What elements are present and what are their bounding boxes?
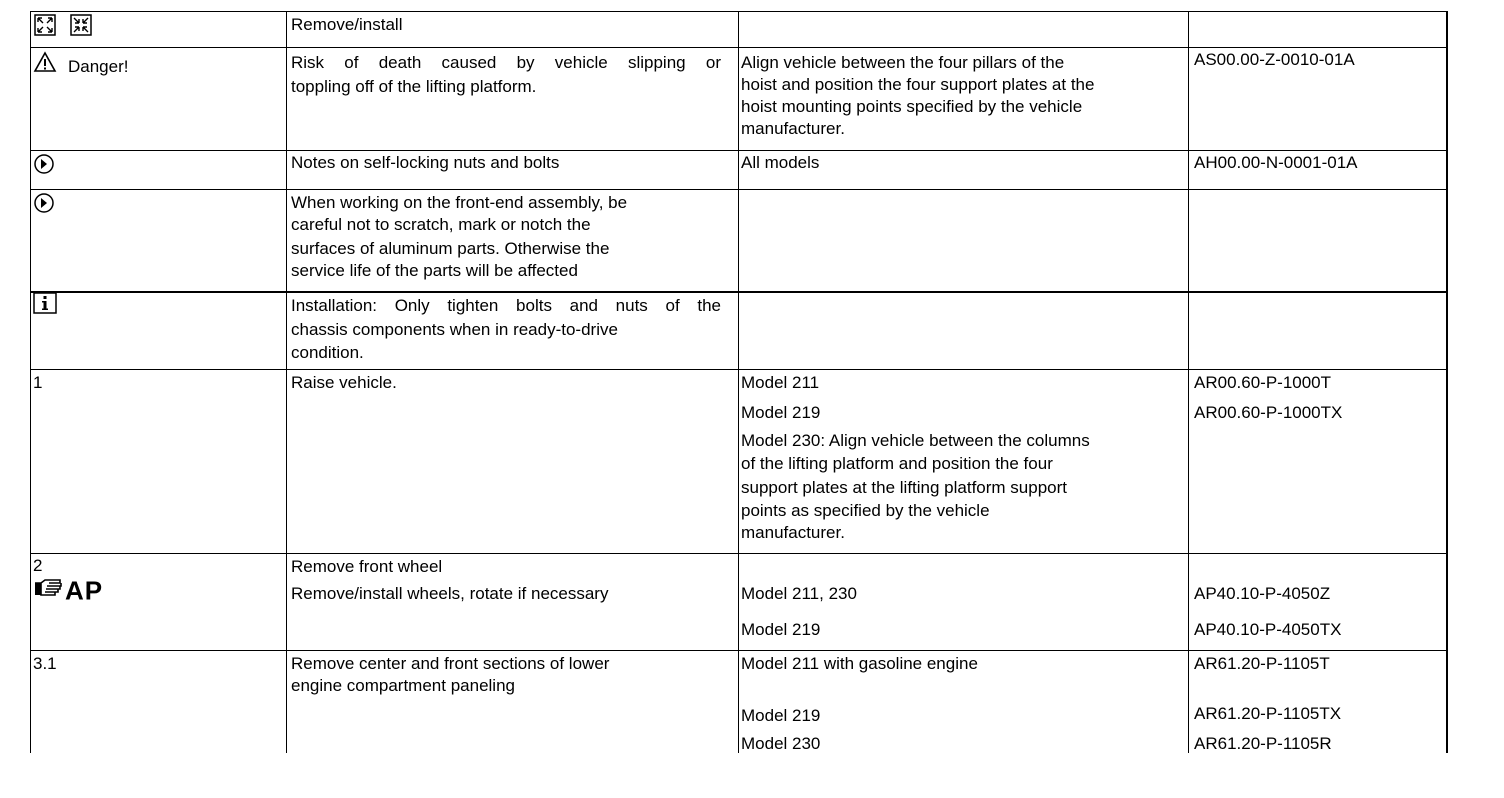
warning-triangle-icon [33,51,57,79]
danger-label: Danger! [68,57,129,76]
desc-line: Remove center and front sections of lower [291,654,610,673]
row-description: Raise vehicle. [291,373,397,392]
detail-line: Model 230 [741,734,821,753]
detail-line: of the lifting platform and position the four [741,454,1053,473]
detail-line: Model 219 [741,620,821,639]
row-description: Remove front wheel [291,557,443,576]
table-row [30,650,1448,753]
detail-line: hoist mounting points specified by the vehicle [741,97,1083,116]
detail-line: Model 211, 230 [741,584,857,603]
detail-line: Model 219 [741,403,821,422]
table-row [30,47,1448,150]
detail-line: hoist and position the four support plates at the [741,75,1095,94]
reference-link[interactable]: AS00.00-Z-0010-01A [1194,50,1355,69]
reference-link[interactable]: AR00.60-P-1000T [1194,373,1332,392]
desc-line: chassis components when in ready-to-drive [291,320,618,339]
table-row [30,369,1448,553]
desc-line: careful not to scratch, mark or notch the [291,215,591,234]
reference-link[interactable]: AR61.20-P-1105TX [1194,704,1342,723]
desc-line: condition. [291,343,364,362]
reference-link[interactable]: AP40.10-P-4050Z [1194,584,1331,603]
detail-line: Model 230: Align vehicle between the columns [741,431,1090,450]
detail-line: points as specified by the vehicle [741,501,990,520]
reference-link[interactable]: AR00.60-P-1000TX [1194,403,1343,422]
desc-part: Risk of death [291,53,422,72]
note-arrow-icon [33,153,55,181]
table-row [30,150,1448,189]
page-title: Remove/install [291,15,403,34]
collapse-icon[interactable] [70,14,92,42]
detail-line: All models [741,153,820,172]
row-description: Remove/install wheels, rotate if necessary [291,584,609,603]
expand-icon[interactable] [34,14,56,42]
desc-part: Installation: [291,296,377,315]
row-description: Notes on self-locking nuts and bolts [291,153,560,172]
step-number: 1 [33,373,43,392]
step-number: 3.1 [33,654,57,673]
ap-label: AP [65,575,104,606]
row-description: toppling off of the lifting platform. [291,77,537,96]
detail-line: Model 211 [741,373,820,392]
table-row [30,292,1448,369]
reference-link[interactable]: AR61.20-P-1105T [1194,654,1330,673]
desc-part: Only tighten bolts and nuts of the [394,296,721,315]
ap-work-unit [33,577,103,605]
detail-line: manufacturer. [741,119,845,138]
reference-link[interactable]: AP40.10-P-4050TX [1194,620,1342,639]
desc-line: service life of the parts will be affected [291,261,578,280]
step-number: 2 [33,556,43,575]
info-icon [33,292,57,320]
reference-link[interactable]: AH00.00-N-0001-01A [1194,153,1358,172]
desc-line: When working on the front-end assembly, be [291,193,628,212]
desc-line: engine compartment paneling [291,676,515,695]
desc-line: surfaces of aluminum parts. Otherwise the [291,239,610,258]
header-row [30,11,1448,47]
detail-line: Model 211 with gasoline engine [741,654,978,673]
note-arrow-icon [33,192,55,220]
detail-line: Model 219 [741,706,821,725]
reference-link[interactable]: AR61.20-P-1105R [1194,734,1332,753]
desc-part: caused by vehicle slipping or [441,53,721,72]
row-description [291,294,721,317]
detail-line: manufacturer. [741,523,845,542]
detail-line: support plates at the lifting platform support [741,478,1068,497]
procedure-table [30,11,1448,753]
row-description [291,51,721,74]
detail-line: Align vehicle between the four pillars of the [741,53,1065,72]
table-row [30,553,1448,650]
table-row [30,189,1448,291]
pointing-hand-icon [33,577,65,605]
